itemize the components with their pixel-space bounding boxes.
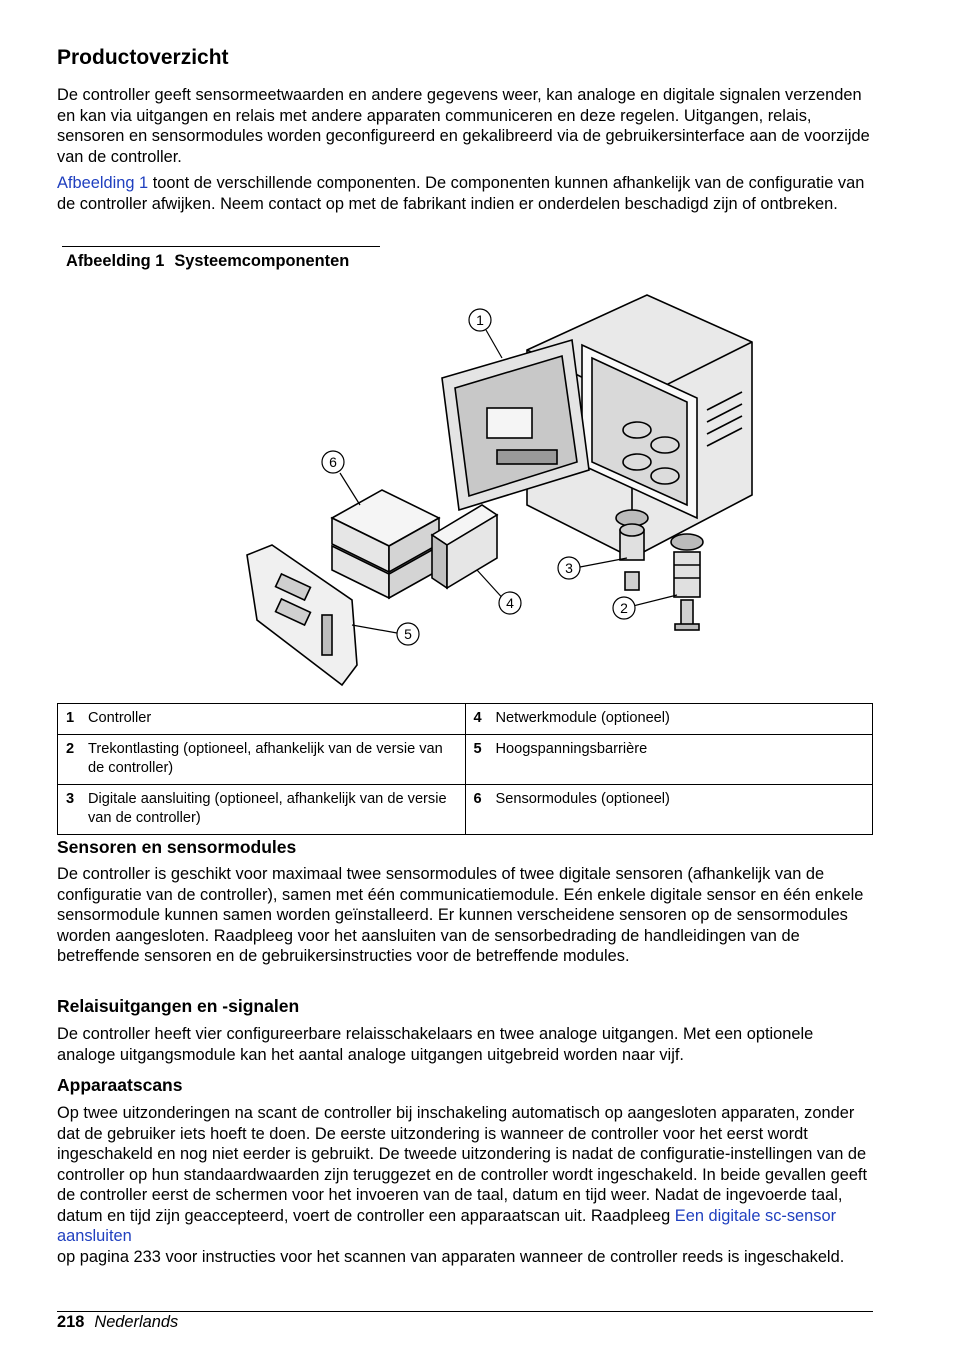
section-heading-scans: Apparaatscans bbox=[57, 1075, 183, 1095]
legend-text: Trekontlasting (optioneel, afhankelijk van de versie van de controller) bbox=[88, 741, 443, 776]
components-text: toont de verschillende componenten. De componenten kunnen afhankelijk van de configuratie van de controller afwijken. Neem contact op met de fabrikant indien er onderdelen beschadigd zijn of ontbreken. bbox=[57, 174, 865, 213]
callout-6: 6 bbox=[329, 454, 337, 470]
footer bbox=[57, 1313, 178, 1332]
sc-sensor-link[interactable]: Een digitale sc-sensor aansluiten bbox=[57, 1206, 837, 1245]
figure-title: Systeemcomponenten bbox=[174, 252, 350, 270]
callout-3: 3 bbox=[565, 560, 573, 576]
footer-language: Nederlands bbox=[94, 1313, 179, 1331]
legend-text: Hoogspanningsbarrière bbox=[495, 741, 648, 757]
figure-link[interactable]: Afbeelding 1 bbox=[57, 174, 149, 192]
scans-text: Op twee uitzonderingen na scant de controller bij inschakeling automatisch op aangesloten apparaten, zonder dat de gebruiker iets hoeft te doen. De eerste uitzondering is wanneer de controller voor het eerst wordt ingeschakeld en nog niet eerder is gebruikt. De tweede uitzondering is nadat de configuratie-instellingen van de controller op hun standaardwaarden zijn teruggezet en de controller wordt ingeschakeld. In beide gevallen geeft de controller eerst de schermen voor het invoeren van de taal, datum en tijd weer. Nadat de ingevoerde taal, datum en tijd zijn geaccepteerd, voert de controller een apparaatscan uit. Raadpleeg bbox=[57, 1104, 868, 1225]
components-paragraph bbox=[57, 173, 873, 214]
scans-text-after: op pagina 233 voor instructies voor het scannen van apparaten wanneer de controller reeds is ingeschakeld. bbox=[57, 1247, 845, 1266]
callout-4: 4 bbox=[506, 595, 514, 611]
figure-caption bbox=[66, 252, 349, 271]
page-title: Productoverzicht bbox=[57, 46, 229, 69]
table-row bbox=[58, 785, 873, 835]
system-components-illustration bbox=[177, 290, 817, 690]
legend-text: Controller bbox=[88, 710, 152, 726]
legend-number: 4 bbox=[473, 710, 482, 726]
legend-number: 6 bbox=[473, 791, 482, 807]
legend-number: 3 bbox=[66, 791, 75, 807]
legend-text: Netwerkmodule (optioneel) bbox=[495, 710, 670, 726]
callout-1: 1 bbox=[476, 312, 484, 328]
relays-paragraph: De controller heeft vier configureerbare relaisschakelaars en twee analoge uitgangen. Met een optionele analoge uitgangsmodule kan het aantal analoge uitgangen uitgebreid worden naar vijf. bbox=[57, 1025, 814, 1064]
page-number: 218 bbox=[57, 1313, 85, 1331]
figure-label: Afbeelding 1 bbox=[66, 252, 165, 270]
section-heading-relays: Relaisuitgangen en -signalen bbox=[57, 996, 300, 1016]
callout-5: 5 bbox=[404, 626, 412, 642]
intro-paragraph: De controller geeft sensormeetwaarden en andere gegevens weer, kan analoge en digitale signalen verzenden en kan via uitgangen en relais met andere apparaten communiceren en deze regelen. Uitgangen, relais, sensoren en sensormodules worden geconfigureerd en gekalibreerd via de gebruikersinterface aan de voorzijde van de controller. bbox=[57, 86, 870, 166]
table-row bbox=[58, 735, 873, 785]
legend-text: Sensormodules (optioneel) bbox=[495, 791, 670, 807]
legend-text: Digitale aansluiting (optioneel, afhankelijk van de versie van de controller) bbox=[88, 791, 447, 826]
scans-paragraph bbox=[57, 1103, 873, 1267]
section-heading-sensors: Sensoren en sensormodules bbox=[57, 837, 297, 857]
footer-rule bbox=[57, 1311, 873, 1312]
sensors-paragraph: De controller is geschikt voor maximaal twee sensormodules of twee digitale sensoren (afhankelijk van de configuratie van de controller), samen met één communicatiemodule. Eén enkele digitale sensor en één enkele sensormodule kunnen samen worden geïnstalleerd. Er kunnen verscheidene sensoren op de sensormodules worden aangesloten. Raadpleeg voor het aansluiten van de sensorbedrading de handleidingen van de betreffende sensoren en de gebruikersinstructies voor de betreffende modules. bbox=[57, 865, 864, 965]
callout-2: 2 bbox=[620, 600, 628, 616]
legend-number: 5 bbox=[473, 741, 482, 757]
legend-number: 2 bbox=[66, 741, 75, 757]
legend-number: 1 bbox=[66, 710, 75, 726]
figure-rule bbox=[62, 246, 380, 247]
table-row bbox=[58, 704, 873, 735]
figure-legend-table bbox=[57, 703, 873, 835]
